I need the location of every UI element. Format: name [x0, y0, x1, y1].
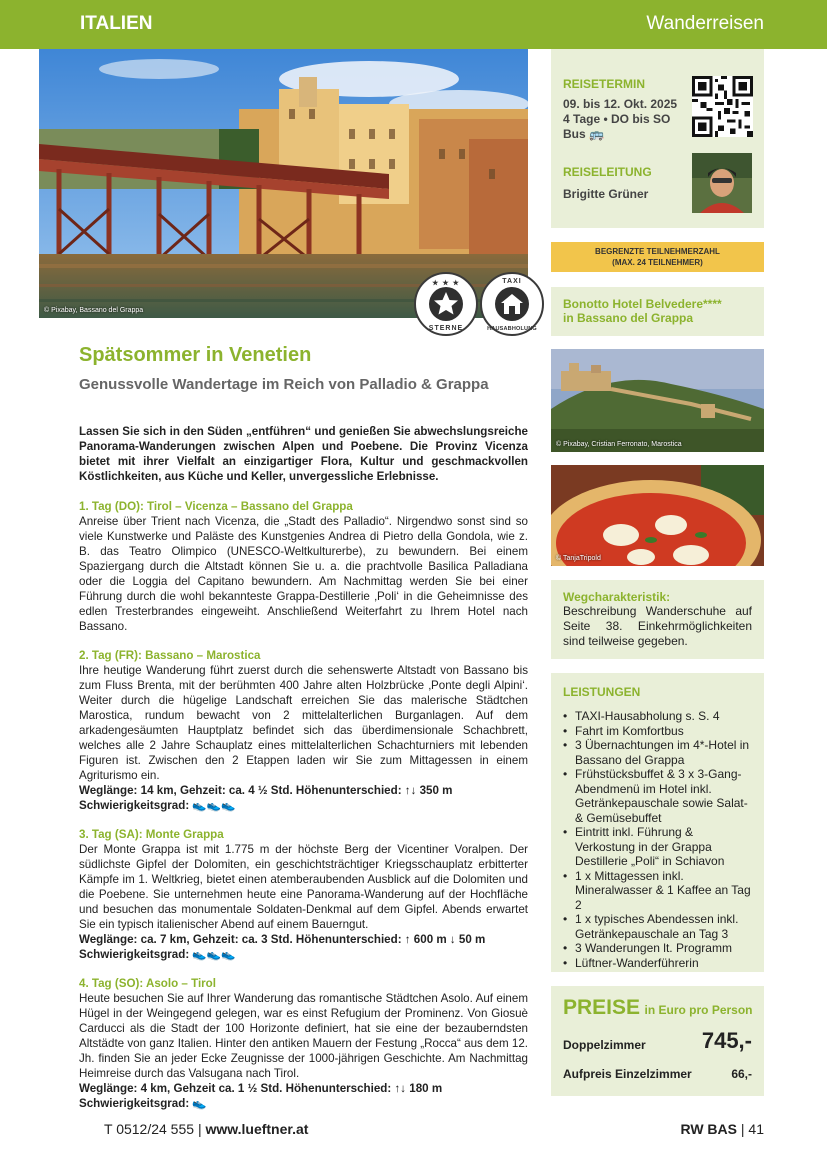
day-section [79, 499, 528, 634]
limited-line: (MAX. 24 TEILNEHMER) [612, 258, 703, 267]
list-item: • Eintritt inkl. Führung & Verkostung in der Grappa Destillerie „Poli“ in Schiavon [563, 825, 752, 869]
day-stats: Weglänge: 4 km, Gehzeit ca. 1 ½ Std. Höhenunterschied: ↑↓ 180 m [79, 1082, 443, 1095]
marostica-photo [551, 349, 764, 452]
day-difficulty: Schwierigkeitsgrad: 👟 [79, 1097, 207, 1110]
footer-page-info [680, 1121, 764, 1137]
day-difficulty: Schwierigkeitsgrad: 👟👟👟 [79, 948, 236, 961]
main-text [79, 424, 528, 1125]
footer-contact [104, 1121, 308, 1137]
reisetermin-dates: 09. bis 12. Okt. 2025 [563, 97, 678, 111]
hotel-name: Bonotto Hotel Belvedere**** [563, 297, 722, 311]
footer-separator: | [197, 1121, 202, 1137]
day-section [79, 827, 528, 962]
day-text: Heute besuchen Sie auf Ihrer Wanderung das romantische Städtchen Asolo. Auf einem Hügel in der Weingegend gelegen, war es einst Refugium der Prominenz. Von Giosuè Carducci als die Stadt der 100 Horizonte definiert, hat sie eine der bezauberndsten Altstädte von ganz Italien. Hinter den antiken Mauern der Festung „Rocca“ aus dem 12. Jh. finden Sie an jeder Ecke Zeugnisse der 1000-jährigen Geschichte. Am Nachmittag Heimreise durch das Valsugana nach Tirol. [79, 992, 528, 1080]
tour-code: RW BAS [680, 1121, 737, 1137]
house-icon [495, 287, 529, 321]
single-supplement-price: 66,- [731, 1067, 752, 1081]
day-section [79, 648, 528, 813]
taxi-badge [480, 272, 544, 336]
prices-label: PREISE [563, 996, 641, 1019]
taxi-badge-top-label: TAXI [502, 278, 522, 285]
stars-badge-label: STERNE [428, 325, 464, 332]
day-heading: 1. Tag (DO): Tirol – Vicenza – Bassano del Grappa [79, 500, 353, 513]
day-stats: Weglänge: ca. 7 km, Gehzeit: ca. 3 Std. Höhenunterschied: ↑ 600 m ↓ 50 m [79, 933, 486, 946]
phone-number[interactable]: T 0512/24 555 [104, 1121, 195, 1137]
list-item: • 1 x typisches Abendessen inkl. Getränkepauschale an Tag 3 [563, 912, 752, 941]
reisetermin-transport: Bus 🚌 [563, 127, 604, 141]
list-item: • Frühstücksbuffet & 3 x 3-Gang-Abendmenü im Hotel inkl. Getränkepauschale sowie Salat- & Gemüsebuffet [563, 767, 752, 825]
prices-panel [551, 986, 764, 1096]
single-supplement-label: Aufpreis Einzelzimmer [563, 1067, 692, 1081]
photo-credit: © Pixabay, Cristian Ferronato, Marostica [556, 441, 682, 448]
pizza-photo [551, 465, 764, 566]
page-title: Spätsommer in Venetien [79, 344, 312, 366]
day-heading: 3. Tag (SA): Monte Grappa [79, 828, 224, 841]
website-link[interactable]: www.lueftner.at [205, 1121, 309, 1137]
taxi-badge-bottom-label: HAUSABHOLUNG [487, 326, 537, 332]
list-item: • 1 x Mittagessen inkl. Mineralwasser & 1 Kaffee an Tag 2 [563, 869, 752, 913]
double-room-price: 745,- [701, 1028, 752, 1053]
reisetermin-days: 4 Tage • DO bis SO [563, 112, 671, 126]
trip-info-panel [551, 49, 764, 228]
country-label: ITALIEN [80, 13, 153, 34]
leistungen-label: LEISTUNGEN [563, 685, 641, 699]
path-characteristics-panel [551, 580, 764, 659]
photo-credit: © TanjaTripold [556, 555, 601, 562]
star-icon [429, 287, 463, 321]
reiseleitung-label: REISELEITUNG [563, 165, 652, 179]
photo-credit: © Pixabay, Bassano del Grappa [44, 307, 144, 314]
list-item: • Fahrt im Komfortbus [563, 724, 752, 739]
page-subtitle: Genussvolle Wandertage im Reich von Palladio & Grappa [79, 376, 489, 393]
list-item: • TAXI-Hausabholung s. S. 4 [563, 709, 752, 724]
stars-badge: ★ ★ ★ STERNE [414, 272, 478, 336]
day-heading: 2. Tag (FR): Bassano – Marostica [79, 649, 261, 662]
day-section [79, 976, 528, 1111]
reiseleitung-name: Brigitte Grüner [563, 187, 649, 201]
day-text: Anreise über Trient nach Vicenza, die „Stadt des Palladio“. Nirgendwo sonst sind so viele Kunstwerke und Paläste des Kunstgenies Andrea di Pietro della Gondola, wie z. B. das Teatro Olimpico (UNESCO-Weltkulturerbe), zu bewundern. Bei einem Spaziergang durch die Altstadt können Sie u. a. die prachtvolle Basilica Palladiana oder die Loggia del Capitano bewundern. Am Nachmittag werden Sie bei einer Führung durch die wohl bekannteste Grappa-Destillerie ‚Poli‘ in die Geheimnisse des edlen Tresterbrandes eingeweiht. Anschließend Weiterfahrt zu Ihrem Hotel nach Bassano. [79, 515, 528, 633]
services-panel [551, 673, 764, 972]
header-bar [0, 0, 827, 49]
services-list [563, 709, 752, 970]
double-room-label: Doppelzimmer [563, 1038, 646, 1052]
qr-code[interactable] [692, 76, 753, 137]
list-item: • Lüftner-Wanderführerin [563, 956, 752, 971]
hotel-location: in Bassano del Grappa [563, 311, 694, 325]
guide-photo [692, 153, 752, 213]
footer-separator: | [740, 1121, 745, 1137]
list-item: • 3 Wanderungen lt. Programm [563, 941, 752, 956]
limited-line: BEGRENZTE TEILNEHMERZAHL [595, 247, 720, 256]
category-label: Wanderreisen [646, 13, 764, 34]
day-text: Der Monte Grappa ist mit 1.775 m der höchste Berg der Vicentiner Voralpen. Der südlichste Gipfel der Dolomiten, ein geschichtsträchtiger Kriegsschauplatz erbitterter Kämpfe im 1. Weltkrieg, bietet einen atemberaubenden Ausblick auf die Dolomiten und die Poebene. Sie unternehmen heute eine Panorama-Wanderung auf der Hochfläche und besuchen das monumentale Soldaten-Denkmal auf dem Gipfel. Abends erwartet Sie ein typisch italienischer Abend auf einem Bauerngut. [79, 843, 528, 931]
day-stats: Weglänge: 14 km, Gehzeit: ca. 4 ½ Std. Höhenunterschied: ↑↓ 350 m [79, 784, 453, 797]
day-difficulty: Schwierigkeitsgrad: 👟👟👟 [79, 799, 236, 812]
day-heading: 4. Tag (SO): Asolo – Tirol [79, 977, 216, 990]
intro-text: Lassen Sie sich in den Süden „entführen“ und genießen Sie abwechslungsreiche Panorama-Wanderungen zwischen Alpen und Poebene. Die Provinz Vicenza bietet mit ihrer Vielfalt an einzigartiger Flora, Kultur und geschmackvollen Köstlichkeiten, aus Küche und Keller, unvergessliche Erlebnisse. [79, 425, 528, 483]
reisetermin-label: REISETERMIN [563, 77, 646, 91]
page-number: 41 [748, 1121, 764, 1137]
limited-participants-banner [551, 242, 764, 272]
weg-label: Wegcharakteristik: [563, 590, 671, 604]
list-item: • 3 Übernachtungen im 4*-Hotel in Bassano del Grappa [563, 738, 752, 767]
hotel-panel [551, 287, 764, 336]
day-text: Ihre heutige Wanderung führt zuerst durch die sehenswerte Altstadt von Bassano bis zum Fluss Brenta, mit der berühmten 400 Jahre alten Holzbrücke ‚Ponte degli Alpini‘. Weiter durch die hügelige Landschaft erreichen Sie das malerische Städtchen Marostica, rundum bewacht von 2 mittelalterlichen Burganlagen. Auf dem arkadengesäumten Hauptplatz befindet sich das überdimensionale Schachbrett, welches alle 2 Jahre Schauplatz eines mittelalterlichen Schachturniers mit lebenden Figuren ist. Zwischen den 2 Etappen laden wir Sie zum Mittagessen in einem Agriturismo ein. [79, 664, 528, 782]
weg-text: Beschreibung Wanderschuhe auf Seite 38. Einkehrmöglichkeiten sind teilweise gegeben. [563, 604, 752, 648]
prices-sublabel: in Euro pro Person [644, 1003, 753, 1017]
